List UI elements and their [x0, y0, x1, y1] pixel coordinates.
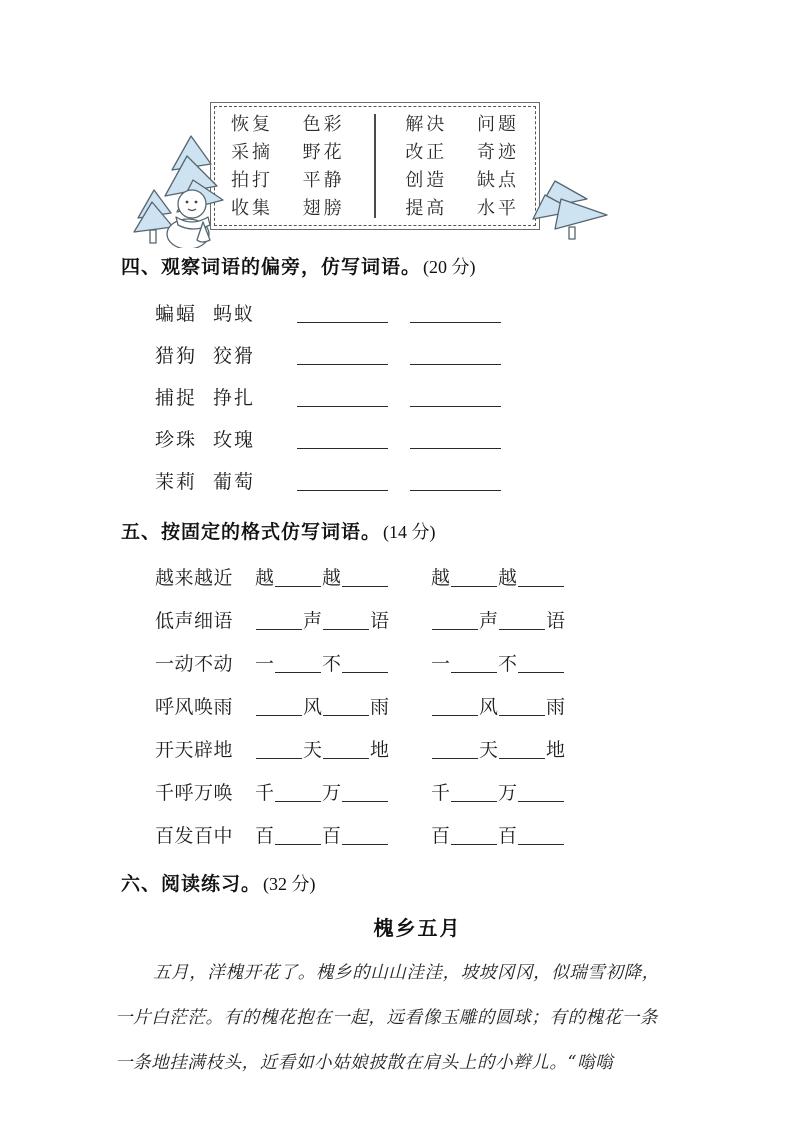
pattern-char: 声: [303, 611, 323, 632]
section-five-score: (14 分): [383, 522, 436, 542]
answer-blank: [342, 800, 388, 802]
box-word: 解决: [405, 114, 448, 134]
pattern-example: 越来越近: [155, 568, 234, 589]
pattern-char: 越: [322, 568, 342, 589]
answer-blank: [410, 363, 501, 365]
word-pair-row: [155, 375, 793, 417]
answer-blank: [518, 843, 564, 845]
answer-blank: [451, 800, 497, 802]
box-word: 野花: [302, 142, 345, 162]
section-four-heading: [121, 252, 793, 283]
pattern-group: [431, 826, 583, 848]
word: 蝙蝠: [155, 304, 198, 325]
answer-blank: [410, 405, 501, 407]
reading-passage: [115, 951, 675, 1086]
word-pair-row: [155, 417, 793, 459]
word: 葡萄: [213, 472, 256, 493]
word: 珍珠: [155, 430, 198, 451]
word-box-area: [0, 0, 793, 252]
box-word: 平静: [302, 170, 345, 190]
answer-blank: [275, 585, 321, 587]
pattern-char: 天: [303, 740, 323, 761]
pattern-char: 越: [498, 568, 518, 589]
pattern-group: [255, 783, 407, 805]
word-pair-row: [155, 333, 793, 375]
answer-blank: [451, 585, 497, 587]
answer-blank: [297, 447, 388, 449]
box-word: 奇迹: [476, 142, 519, 162]
section-five-heading: [121, 517, 793, 548]
answer-blank: [323, 757, 369, 759]
answer-blank: [499, 628, 545, 630]
answer-blank: [256, 714, 302, 716]
pattern-group: [255, 611, 407, 633]
answer-blank: [342, 671, 388, 673]
word: 狡猾: [213, 346, 256, 367]
answer-blank: [275, 843, 321, 845]
word: 猎狗: [155, 346, 198, 367]
pattern-char: 百: [498, 826, 518, 847]
answer-blank: [275, 800, 321, 802]
answer-blank: [275, 671, 321, 673]
word-box-column-3: [405, 110, 447, 222]
section-five-heading-text: 五、按固定的格式仿写词语。: [121, 522, 382, 543]
passage-line: 一片白茫茫。有的槐花抱在一起，远看像玉雕的圆球；有的槐花一条: [115, 1008, 658, 1028]
dashed-word-box-border: [214, 106, 536, 226]
answer-blank: [451, 843, 497, 845]
dashed-word-box: [210, 102, 540, 230]
word: 蚂蚁: [213, 304, 256, 325]
box-word: 改正: [405, 142, 448, 162]
section-four-heading-text: 四、观察词语的偏旁，仿写词语。: [121, 257, 422, 278]
word: 玫瑰: [213, 430, 256, 451]
pattern-group: [431, 697, 583, 719]
passage-line: 一条地挂满枝头，近看如小姑娘披散在肩头上的小辫儿。“嗡嗡: [115, 1053, 614, 1073]
pattern-char: 万: [498, 783, 518, 804]
answer-blank: [432, 628, 478, 630]
box-word: 收集: [231, 198, 273, 218]
answer-blank: [342, 585, 388, 587]
pattern-char: 雨: [370, 697, 390, 718]
pattern-char: 语: [370, 611, 390, 632]
pattern-char: 不: [498, 654, 518, 675]
pattern-char: 地: [370, 740, 390, 761]
pattern-example: 百发百中: [155, 826, 234, 847]
pattern-char: 百: [255, 826, 275, 847]
answer-blank: [410, 321, 501, 323]
word-box-divider: [374, 114, 375, 218]
pattern-group: [431, 568, 583, 590]
word-pair: [155, 425, 297, 452]
word-box-column-4: [477, 110, 519, 222]
pattern-char: 声: [479, 611, 499, 632]
pattern-group: [255, 826, 407, 848]
pattern-row: [155, 726, 793, 769]
answer-blank: [499, 757, 545, 759]
answer-blank: [518, 671, 564, 673]
answer-blank: [451, 671, 497, 673]
pattern-example: 千呼万唤: [155, 783, 234, 804]
word-pair: [155, 467, 297, 494]
word-pair-row: [155, 459, 793, 501]
snowman-icon: [167, 190, 210, 248]
pattern-example: 呼风唤雨: [155, 697, 234, 718]
pattern-char: 风: [479, 697, 499, 718]
word-pair-row: [155, 291, 793, 333]
pattern-group: [255, 568, 407, 590]
pattern-char: 越: [431, 568, 451, 589]
box-word: 恢复: [231, 114, 273, 134]
pattern-group: [255, 740, 407, 762]
word-pair: [155, 383, 297, 410]
pattern-char: 千: [431, 783, 451, 804]
pattern-char: 地: [546, 740, 566, 761]
pattern-char: 不: [322, 654, 342, 675]
answer-blank: [256, 628, 302, 630]
box-word: 采摘: [231, 142, 273, 162]
pattern-group: [431, 740, 583, 762]
pattern-group: [431, 654, 583, 676]
pattern-row: [155, 640, 793, 683]
answer-blank: [499, 714, 545, 716]
answer-blank: [297, 321, 388, 323]
pattern-row: [155, 769, 793, 812]
answer-blank: [518, 800, 564, 802]
reading-passage-title: 槐乡五月: [373, 918, 462, 940]
pattern-char: 万: [322, 783, 342, 804]
pattern-group: [255, 654, 407, 676]
box-word: 水平: [476, 198, 519, 218]
section-five-rows: [0, 554, 793, 855]
word: 捕捉: [155, 388, 198, 409]
pattern-group: [431, 783, 583, 805]
answer-blank: [410, 447, 501, 449]
word-pair: [155, 299, 297, 326]
pattern-char: 千: [255, 783, 275, 804]
word: 茉莉: [155, 472, 198, 493]
answer-blank: [432, 757, 478, 759]
pattern-example: 一动不动: [155, 654, 234, 675]
pattern-char: 一: [431, 654, 451, 675]
box-word: 缺点: [476, 170, 519, 190]
answer-blank: [410, 489, 501, 491]
pattern-char: 百: [322, 826, 342, 847]
box-word: 拍打: [231, 170, 273, 190]
answer-blank: [432, 714, 478, 716]
pattern-example: 低声细语: [155, 611, 234, 632]
word-box-column-2: [303, 110, 345, 222]
word: 挣扎: [213, 388, 256, 409]
answer-blank: [297, 363, 388, 365]
pattern-row: [155, 554, 793, 597]
pattern-row: [155, 683, 793, 726]
answer-blank: [323, 714, 369, 716]
snowman-and-trees-illustration: [123, 130, 241, 248]
section-six: [0, 869, 793, 1086]
section-four-rows: [0, 291, 793, 501]
section-six-score: (32 分): [263, 874, 316, 894]
answer-blank: [342, 843, 388, 845]
tree-trunk: [569, 227, 575, 239]
pine-tree-small-icon: [134, 190, 173, 232]
pine-tree-right-illustration: [531, 175, 619, 243]
passage-line: 五月，洋槐开花了。槐乡的山山洼洼，坡坡冈冈，似瑞雪初降，: [153, 963, 660, 983]
pine-tree-leaning-icon: [533, 181, 607, 229]
pattern-group: [431, 611, 583, 633]
pattern-char: 风: [303, 697, 323, 718]
answer-blank: [323, 628, 369, 630]
answer-blank: [297, 489, 388, 491]
word-pair: [155, 341, 297, 368]
tree-trunk: [150, 230, 156, 243]
pattern-row: [155, 812, 793, 855]
box-word: 翅膀: [302, 198, 345, 218]
box-word: 提高: [405, 198, 448, 218]
answer-blank: [518, 585, 564, 587]
pattern-char: 一: [255, 654, 275, 675]
box-word: 问题: [476, 114, 519, 134]
answer-blank: [256, 757, 302, 759]
section-four: [0, 252, 793, 501]
pattern-char: 百: [431, 826, 451, 847]
pattern-char: 语: [546, 611, 566, 632]
box-word: 色彩: [302, 114, 345, 134]
pattern-char: 越: [255, 568, 275, 589]
section-four-score: (20 分): [423, 257, 476, 277]
answer-blank: [297, 405, 388, 407]
pattern-row: [155, 597, 793, 640]
section-five: [0, 517, 793, 855]
box-word: 创造: [405, 170, 448, 190]
pattern-group: [255, 697, 407, 719]
pattern-char: 雨: [546, 697, 566, 718]
pattern-char: 天: [479, 740, 499, 761]
section-six-heading-text: 六、阅读练习。: [121, 874, 262, 895]
pattern-example: 开天辟地: [155, 740, 234, 761]
section-six-heading: [121, 869, 793, 900]
